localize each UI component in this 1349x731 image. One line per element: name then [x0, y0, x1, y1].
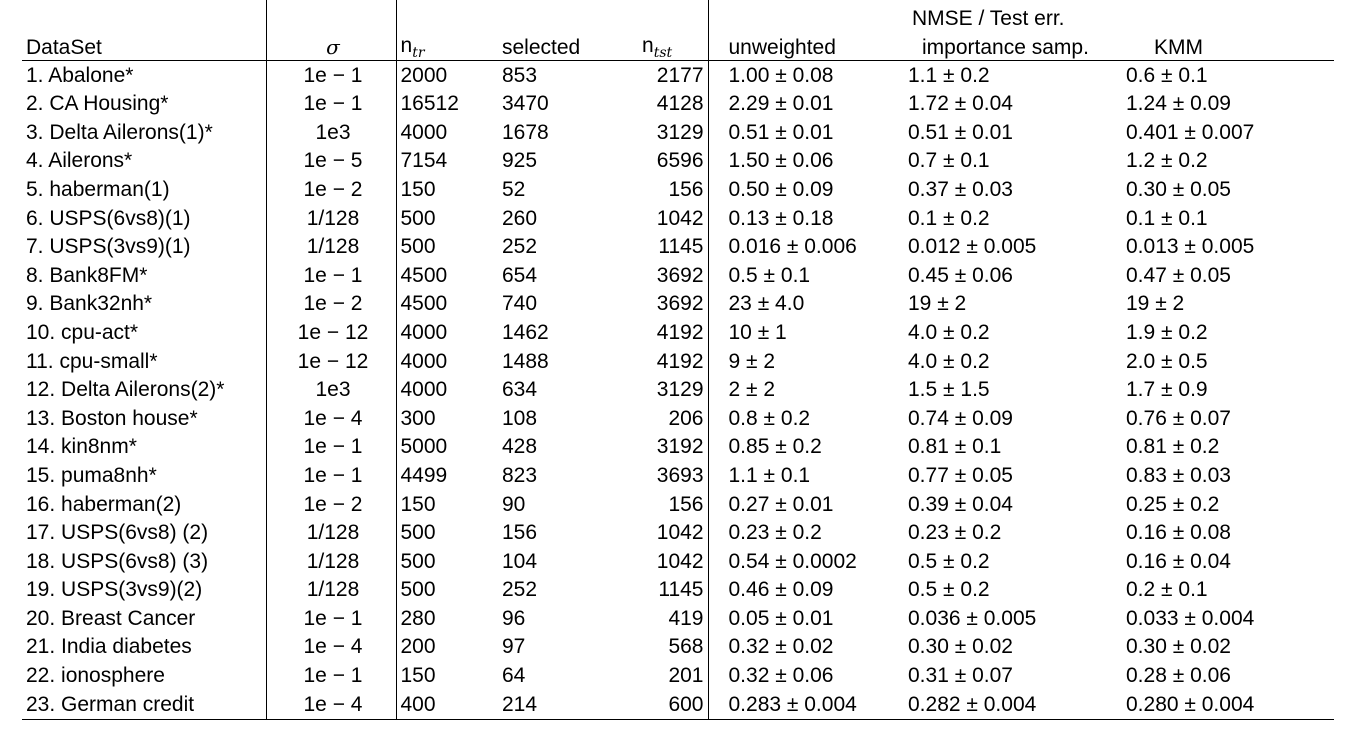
cell-sigma: 1e − 1	[266, 461, 396, 490]
table-row	[22, 490, 1334, 519]
cell-ntr: 2000	[396, 61, 498, 90]
cell-selected: 3470	[502, 92, 549, 116]
cell-importance: 1.5 ± 1.5	[908, 378, 990, 402]
cell-selected: 823	[502, 463, 538, 487]
cell-ntr: 200	[396, 633, 498, 662]
cell-ntst: 6596	[656, 149, 704, 173]
cell-selected: 156	[502, 521, 538, 545]
cell-selected: 740	[502, 292, 538, 316]
group-header-nmse: NMSE / Test err.	[912, 7, 1065, 30]
cell-sigma: 1e − 4	[266, 690, 396, 719]
cell-dataset: 19. USPS(3vs9)(2)	[26, 578, 203, 602]
cell-dataset: 16. haberman(2)	[26, 492, 182, 516]
header-selected: selected	[502, 36, 581, 59]
cell-ntst: 1042	[656, 206, 704, 230]
cell-ntr: 280	[396, 604, 498, 633]
table-row	[22, 519, 1334, 548]
cell-importance: 0.39 ± 0.04	[908, 492, 1013, 516]
table-row	[22, 318, 1334, 347]
cell-ntst: 156	[668, 492, 704, 516]
cell-importance: 0.036 ± 0.005	[908, 606, 1037, 630]
cell-selected: 52	[502, 177, 526, 201]
header-unweighted: unweighted	[708, 30, 908, 61]
cell-ntr: 500	[396, 233, 498, 262]
table-row	[22, 347, 1334, 376]
cell-dataset: 7. USPS(3vs9)(1)	[26, 235, 191, 259]
cell-unweighted: 0.23 ± 0.2	[708, 519, 908, 548]
cell-ntst: 4192	[656, 349, 704, 373]
cell-ntr: 400	[396, 690, 498, 719]
cell-unweighted: 0.85 ± 0.2	[708, 433, 908, 462]
cell-sigma: 1/128	[266, 519, 396, 548]
cell-dataset: 3. Delta Ailerons(1)*	[26, 120, 213, 144]
cell-sigma: 1e − 1	[266, 604, 396, 633]
header-sigma: σ	[266, 30, 396, 61]
cell-dataset: 15. puma8nh*	[26, 463, 157, 487]
cell-importance: 1.1 ± 0.2	[908, 61, 1126, 90]
cell-dataset: 22. ionosphere	[26, 664, 165, 688]
cell-ntr: 4500	[396, 261, 498, 290]
cell-ntr: 4000	[396, 347, 498, 376]
cell-importance: 0.1 ± 0.2	[908, 206, 990, 230]
header-ntr: $n_{tr}$	[396, 30, 498, 61]
cell-importance: 0.23 ± 0.2	[908, 521, 1002, 545]
cell-sigma: 1/128	[266, 576, 396, 605]
cell-kmm: 0.280 ± 0.004	[1126, 690, 1334, 719]
cell-unweighted: 1.50 ± 0.06	[708, 147, 908, 176]
results-table	[22, 0, 1334, 720]
cell-kmm: 0.28 ± 0.06	[1126, 664, 1231, 688]
cell-ntst: 4128	[656, 92, 704, 116]
cell-selected: 252	[502, 235, 538, 259]
cell-sigma: 1/128	[266, 233, 396, 262]
cell-selected: 428	[502, 435, 538, 459]
cell-kmm: 0.83 ± 0.03	[1126, 463, 1231, 487]
cell-dataset: 20. Breast Cancer	[26, 606, 196, 630]
cell-selected: 260	[502, 206, 538, 230]
cell-dataset: 2. CA Housing*	[26, 92, 169, 116]
cell-ntr: 4000	[396, 318, 498, 347]
cell-unweighted: 9 ± 2	[708, 347, 908, 376]
table-row	[22, 604, 1334, 633]
cell-ntst: 1042	[656, 521, 704, 545]
table-row	[22, 547, 1334, 576]
cell-ntst: 201	[668, 664, 704, 688]
cell-ntr: 7154	[396, 147, 498, 176]
cell-kmm: 0.6 ± 0.1	[1126, 61, 1334, 90]
cell-sigma: 1e − 1	[266, 261, 396, 290]
table-row	[22, 261, 1334, 290]
cell-importance: 0.5 ± 0.2	[908, 549, 990, 573]
cell-unweighted: 0.8 ± 0.2	[708, 404, 908, 433]
cell-dataset: 5. haberman(1)	[26, 177, 170, 201]
cell-sigma: 1e − 1	[266, 661, 396, 690]
cell-ntst: 4192	[656, 320, 704, 344]
cell-dataset: 17. USPS(6vs8) (2)	[26, 521, 209, 545]
cell-selected: 96	[502, 606, 526, 630]
cell-ntr: 500	[396, 547, 498, 576]
table-row	[22, 461, 1334, 490]
cell-ntr: 16512	[396, 90, 498, 119]
cell-ntr: 150	[396, 661, 498, 690]
cell-selected: 1488	[502, 349, 549, 373]
cell-sigma: 1e − 1	[266, 433, 396, 462]
table-row	[22, 204, 1334, 233]
cell-ntr: 300	[396, 404, 498, 433]
cell-dataset: 4. Ailerons*	[26, 149, 133, 173]
cell-sigma: 1e − 12	[266, 318, 396, 347]
cell-ntst: 2177	[628, 61, 708, 90]
cell-ntr: 150	[396, 175, 498, 204]
cell-ntst: 1145	[658, 235, 704, 259]
cell-selected: 925	[502, 149, 538, 173]
cell-selected: 634	[502, 378, 538, 402]
cell-selected: 108	[502, 406, 538, 430]
table-row	[22, 661, 1334, 690]
cell-selected: 104	[502, 549, 538, 573]
cell-importance: 1.72 ± 0.04	[908, 92, 1013, 116]
cell-ntst: 600	[628, 690, 708, 719]
cell-kmm: 1.2 ± 0.2	[1126, 149, 1208, 173]
cell-ntr: 500	[396, 204, 498, 233]
cell-ntr: 5000	[396, 433, 498, 462]
cell-kmm: 0.81 ± 0.2	[1126, 435, 1220, 459]
table-row	[22, 175, 1334, 204]
cell-importance: 0.81 ± 0.1	[908, 435, 1002, 459]
cell-kmm: 1.7 ± 0.9	[1126, 378, 1208, 402]
cell-sigma: 1e − 1	[266, 90, 396, 119]
cell-kmm: 2.0 ± 0.5	[1126, 349, 1208, 373]
cell-unweighted: 23 ± 4.0	[708, 290, 908, 319]
cell-unweighted: 2.29 ± 0.01	[708, 90, 908, 119]
cell-importance: 0.30 ± 0.02	[908, 635, 1013, 659]
header-kmm: KMM	[1154, 36, 1203, 59]
cell-sigma: 1e3	[266, 118, 396, 147]
cell-sigma: 1e − 2	[266, 490, 396, 519]
table-row	[22, 233, 1334, 262]
cell-unweighted: 0.50 ± 0.09	[708, 175, 908, 204]
cell-ntr: 500	[396, 519, 498, 548]
cell-kmm: 1.24 ± 0.09	[1126, 92, 1231, 116]
cell-dataset: 23. German credit	[22, 690, 266, 719]
cell-selected: 1462	[502, 320, 549, 344]
cell-dataset: 18. USPS(6vs8) (3)	[26, 549, 209, 573]
cell-dataset: 21. India diabetes	[26, 635, 192, 659]
cell-dataset: 13. Boston house*	[26, 406, 198, 430]
cell-kmm: 0.30 ± 0.05	[1126, 177, 1231, 201]
cell-kmm: 0.30 ± 0.02	[1126, 635, 1231, 659]
cell-sigma: 1e − 5	[266, 147, 396, 176]
cell-dataset: 1. Abalone*	[22, 61, 266, 90]
cell-unweighted: 0.5 ± 0.1	[708, 261, 908, 290]
cell-importance: 0.012 ± 0.005	[908, 235, 1037, 259]
cell-dataset: 8. Bank8FM*	[26, 263, 148, 287]
table-row	[22, 61, 1334, 90]
table-row	[22, 147, 1334, 176]
cell-importance: 4.0 ± 0.2	[908, 349, 990, 373]
cell-selected: 97	[502, 635, 526, 659]
cell-ntst: 3129	[656, 378, 704, 402]
cell-ntst: 568	[668, 635, 704, 659]
cell-importance: 0.77 ± 0.05	[908, 463, 1013, 487]
cell-unweighted: 1.00 ± 0.08	[708, 61, 908, 90]
cell-sigma: 1e − 2	[266, 290, 396, 319]
cell-importance: 0.37 ± 0.03	[908, 177, 1013, 201]
cell-importance: 4.0 ± 0.2	[908, 320, 990, 344]
cell-unweighted: 1.1 ± 0.1	[708, 461, 908, 490]
cell-unweighted: 0.54 ± 0.0002	[708, 547, 908, 576]
cell-unweighted: 0.283 ± 0.004	[708, 690, 908, 719]
cell-kmm: 1.9 ± 0.2	[1126, 320, 1208, 344]
cell-unweighted: 0.27 ± 0.01	[708, 490, 908, 519]
cell-importance: 0.45 ± 0.06	[908, 263, 1013, 287]
cell-ntr: 500	[396, 576, 498, 605]
cell-unweighted: 0.13 ± 0.18	[708, 204, 908, 233]
cell-importance: 0.282 ± 0.004	[908, 690, 1126, 719]
cell-kmm: 0.16 ± 0.08	[1126, 521, 1231, 545]
header-importance: importance samp.	[922, 36, 1089, 59]
cell-sigma: 1e − 1	[266, 61, 396, 90]
cell-ntr: 150	[396, 490, 498, 519]
cell-ntr: 4000	[396, 118, 498, 147]
cell-kmm: 0.25 ± 0.2	[1126, 492, 1220, 516]
cell-ntr: 4000	[396, 376, 498, 405]
cell-ntst: 1145	[658, 578, 704, 602]
cell-selected: 252	[502, 578, 538, 602]
table-row	[22, 290, 1334, 319]
cell-kmm: 0.033 ± 0.004	[1126, 606, 1255, 630]
cell-selected: 214	[498, 690, 628, 719]
cell-unweighted: 0.46 ± 0.09	[708, 576, 908, 605]
cell-ntst: 3693	[656, 463, 704, 487]
cell-sigma: 1e3	[266, 376, 396, 405]
cell-dataset: 10. cpu-act*	[26, 320, 139, 344]
cell-sigma: 1e − 2	[266, 175, 396, 204]
cell-importance: 0.7 ± 0.1	[908, 149, 990, 173]
cell-kmm: 0.47 ± 0.05	[1126, 263, 1231, 287]
cell-ntr: 4500	[396, 290, 498, 319]
cell-importance: 0.51 ± 0.01	[908, 120, 1013, 144]
cell-ntst: 3129	[656, 120, 704, 144]
cell-sigma: 1/128	[266, 204, 396, 233]
cell-unweighted: 0.32 ± 0.02	[708, 633, 908, 662]
cell-importance: 0.74 ± 0.09	[908, 406, 1013, 430]
cell-unweighted: 0.32 ± 0.06	[708, 661, 908, 690]
cell-kmm: 0.1 ± 0.1	[1126, 206, 1208, 230]
cell-selected: 64	[502, 664, 526, 688]
cell-unweighted: 0.05 ± 0.01	[708, 604, 908, 633]
cell-unweighted: 0.51 ± 0.01	[708, 118, 908, 147]
column-header-row	[22, 30, 1334, 61]
table-row	[22, 376, 1334, 405]
cell-ntst: 3192	[656, 435, 704, 459]
cell-ntst: 1042	[656, 549, 704, 573]
cell-ntst: 156	[668, 177, 704, 201]
header-dataset: DataSet	[26, 36, 102, 59]
group-header-row	[22, 0, 1334, 30]
cell-ntst: 419	[668, 606, 704, 630]
table-row	[22, 633, 1334, 662]
cell-dataset: 11. cpu-small*	[26, 349, 158, 373]
cell-selected: 654	[502, 263, 538, 287]
cell-importance: 0.5 ± 0.2	[908, 578, 990, 602]
cell-sigma: 1e − 4	[266, 404, 396, 433]
cell-selected: 1678	[502, 120, 549, 144]
cell-importance: 19 ± 2	[908, 292, 967, 316]
cell-unweighted: 2 ± 2	[708, 376, 908, 405]
table-row	[22, 576, 1334, 605]
cell-dataset: 14. kin8nm*	[26, 435, 137, 459]
cell-sigma: 1e − 12	[266, 347, 396, 376]
table-row	[22, 90, 1334, 119]
cell-sigma: 1e − 4	[266, 633, 396, 662]
cell-selected: 90	[502, 492, 526, 516]
cell-importance: 0.31 ± 0.07	[908, 664, 1013, 688]
table-row	[22, 690, 1334, 719]
cell-dataset: 6. USPS(6vs8)(1)	[26, 206, 191, 230]
table-row	[22, 118, 1334, 147]
cell-dataset: 9. Bank32nh*	[26, 292, 153, 316]
table-row	[22, 404, 1334, 433]
cell-kmm: 19 ± 2	[1126, 292, 1185, 316]
table-row	[22, 433, 1334, 462]
cell-kmm: 0.401 ± 0.007	[1126, 120, 1255, 144]
cell-kmm: 0.16 ± 0.04	[1126, 549, 1231, 573]
cell-selected: 853	[498, 61, 628, 90]
cell-unweighted: 0.016 ± 0.006	[708, 233, 908, 262]
cell-ntst: 3692	[656, 292, 704, 316]
cell-ntr: 4499	[396, 461, 498, 490]
cell-sigma: 1/128	[266, 547, 396, 576]
header-ntst: $n_{tst}$	[642, 34, 673, 61]
cell-kmm: 0.76 ± 0.07	[1126, 406, 1231, 430]
cell-ntst: 3692	[656, 263, 704, 287]
cell-unweighted: 10 ± 1	[708, 318, 908, 347]
cell-dataset: 12. Delta Ailerons(2)*	[26, 378, 225, 402]
cell-ntst: 206	[668, 406, 704, 430]
cell-kmm: 0.2 ± 0.1	[1126, 578, 1208, 602]
cell-kmm: 0.013 ± 0.005	[1126, 235, 1255, 259]
